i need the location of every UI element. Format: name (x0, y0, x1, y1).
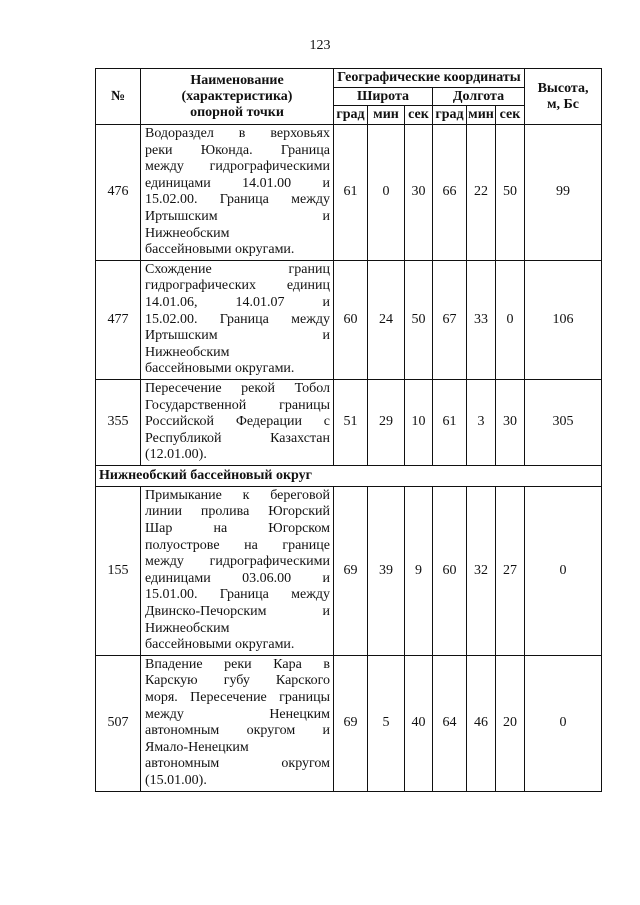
description-line: Водораздел в верховьях (145, 126, 330, 141)
header-name: Наименование (характеристика) опорной точки (141, 69, 334, 125)
description-line: Нижнеобским (145, 225, 230, 241)
lat-sec-value: 9 (405, 486, 433, 655)
description-line: 15.02.00. Граница между (145, 311, 330, 327)
lon-grad-value: 67 (433, 260, 467, 379)
lon-sec-value: 20 (496, 655, 525, 791)
header-height: Высота, м, Бс (525, 69, 602, 125)
lon-grad-value: 64 (433, 655, 467, 791)
height-value: 0 (525, 655, 602, 791)
description-line: Нижнеобским (145, 344, 230, 360)
lon-min-value: 22 (467, 125, 496, 261)
lat-min-value: 39 (368, 486, 405, 655)
description-line: между Ненецким (145, 706, 330, 722)
description-line: 15.01.00. Граница между (145, 587, 330, 603)
description-line: полуострове на границе (145, 537, 330, 553)
height-value: 0 (525, 486, 602, 655)
lon-sec-value: 27 (496, 486, 525, 655)
table-row (96, 486, 602, 655)
lat-min-value: 29 (368, 379, 405, 465)
height-value: 305 (525, 379, 602, 465)
header-lat-grad: град (334, 106, 368, 125)
reference-points-table (95, 68, 602, 792)
header-longitude: Долгота (433, 88, 525, 106)
lon-grad-value: 66 (433, 125, 467, 261)
lat-grad-value: 51 (334, 379, 368, 465)
lat-sec-value: 10 (405, 379, 433, 465)
description-line: гидрографических единиц (145, 278, 330, 294)
description-line: (15.01.00). (145, 772, 207, 788)
lon-grad-value: 60 (433, 486, 467, 655)
header-geo-coordinates: Географические координаты (334, 69, 525, 88)
description-line: Российской Федерации с (145, 414, 330, 430)
description-line: Карскую губу Карского (145, 673, 330, 689)
header-latitude: Широта (334, 88, 433, 106)
point-description (141, 379, 334, 465)
page-number: 123 (309, 38, 331, 53)
section-row (96, 465, 602, 486)
table-row (96, 125, 602, 261)
description-line: Иртышским и (145, 208, 330, 224)
lat-min-value: 0 (368, 125, 405, 261)
description-line: 15.02.00. Граница между (145, 192, 330, 208)
description-line: (12.01.00). (145, 447, 207, 463)
description-line: Нижнеобским (145, 620, 230, 636)
point-description (141, 655, 334, 791)
height-value: 106 (525, 260, 602, 379)
lon-sec-value: 50 (496, 125, 525, 261)
header-lon-grad: град (433, 106, 467, 125)
description-line: 14.01.06, 14.01.07 и (145, 294, 330, 310)
point-description (141, 486, 334, 655)
description-line: бассейновыми округами. (145, 637, 295, 653)
point-number: 355 (96, 379, 141, 465)
header-number: № (96, 69, 141, 125)
height-value: 99 (525, 125, 602, 261)
description-line: бассейновыми округами. (145, 361, 295, 377)
description-line: Республикой Казахстан (145, 430, 330, 446)
table-row (96, 260, 602, 379)
lat-sec-value: 30 (405, 125, 433, 261)
description-line: Двинско-Печорским и (145, 604, 330, 620)
description-line: между гидрографическими (145, 159, 330, 175)
point-description (141, 260, 334, 379)
lon-grad-value: 61 (433, 379, 467, 465)
point-number: 507 (96, 655, 141, 791)
point-number: 477 (96, 260, 141, 379)
description-line: единицами 03.06.00 и (145, 570, 330, 586)
description-line: автономным округом (145, 756, 330, 772)
lat-grad-value: 61 (334, 125, 368, 261)
lon-min-value: 32 (467, 486, 496, 655)
description-line: автономным округом и (145, 723, 330, 739)
lat-grad-value: 60 (334, 260, 368, 379)
lon-min-value: 46 (467, 655, 496, 791)
lat-min-value: 24 (368, 260, 405, 379)
description-line: Шар на Югорском (145, 521, 330, 537)
header-lon-min: мин (467, 106, 496, 125)
lon-min-value: 3 (467, 379, 496, 465)
description-line: Схождение границ (145, 261, 330, 277)
description-line: Пересечение рекой Тобол (145, 380, 330, 396)
description-line: Впадение реки Кара в (145, 656, 330, 672)
description-line: единицами 14.01.00 и (145, 175, 330, 191)
section-title: Нижнеобский бассейновый округ (96, 465, 602, 486)
lon-sec-value: 30 (496, 379, 525, 465)
lat-grad-value: 69 (334, 655, 368, 791)
description-line: бассейновыми округами. (145, 242, 295, 258)
lat-sec-value: 50 (405, 260, 433, 379)
lat-sec-value: 40 (405, 655, 433, 791)
point-number: 476 (96, 125, 141, 261)
table-row (96, 379, 602, 465)
description-line: между гидрографическими (145, 554, 330, 570)
header-lat-sec: сек (405, 106, 433, 125)
description-line: моря. Пересечение границы (145, 690, 330, 705)
description-line: Ямало-Ненецким (145, 739, 249, 755)
point-description (141, 125, 334, 261)
lat-min-value: 5 (368, 655, 405, 791)
lon-sec-value: 0 (496, 260, 525, 379)
header-lon-sec: сек (496, 106, 525, 125)
description-line: Иртышским и (145, 328, 330, 344)
point-number: 155 (96, 486, 141, 655)
description-line: Примыкание к береговой (145, 487, 330, 503)
lon-min-value: 33 (467, 260, 496, 379)
table-row (96, 655, 602, 791)
description-line: реки Юконда. Граница (145, 142, 330, 158)
description-line: Государственной границы (145, 397, 330, 413)
lat-grad-value: 69 (334, 486, 368, 655)
description-line: линии пролива Югорский (145, 504, 330, 520)
header-lat-min: мин (368, 106, 405, 125)
